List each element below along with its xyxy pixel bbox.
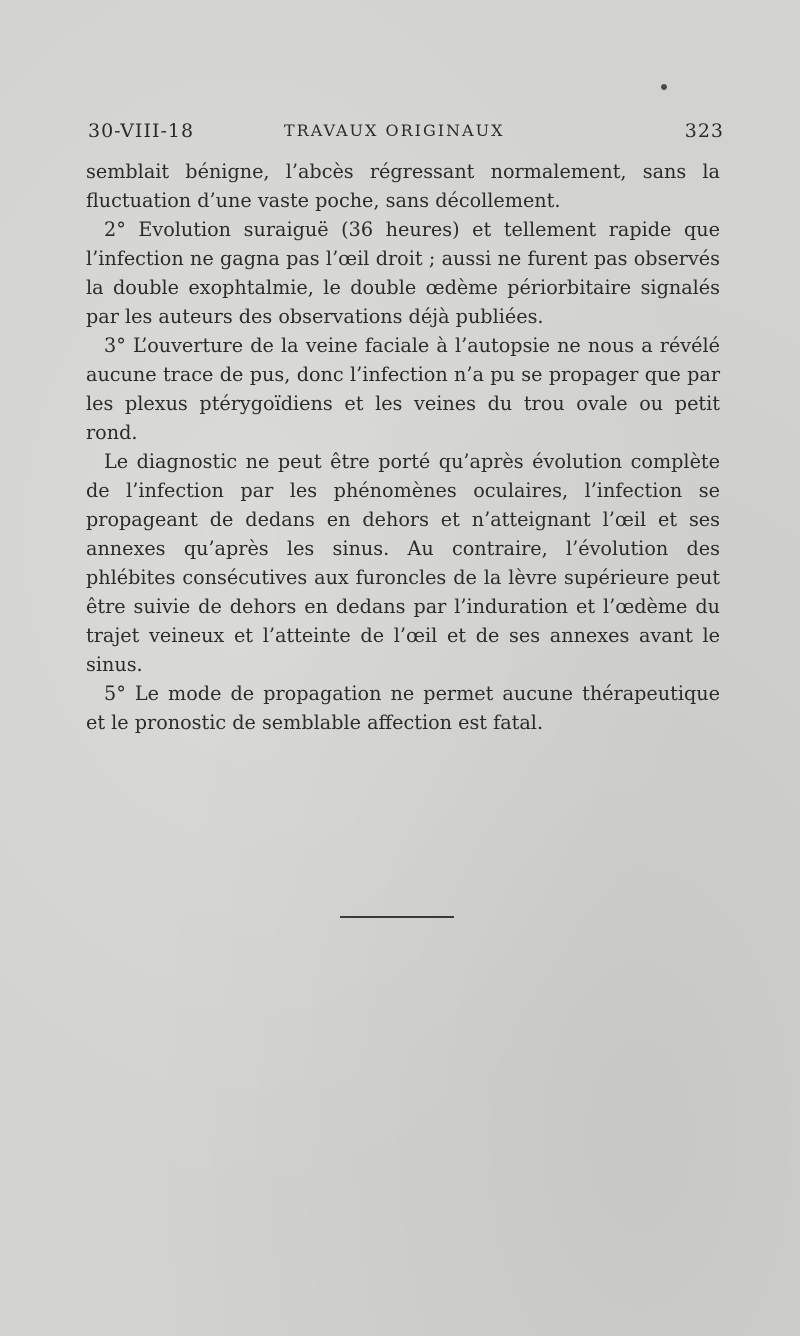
paragraph-continuation: semblait bénigne, l’abcès régressant normalement, sans la fluctuation d’une vaste poche, sans décollement. bbox=[86, 160, 720, 212]
paragraph-point-2: 2° Evolution suraiguë (36 heures) et tellement rapide que l’infection ne gagna pas l’œil droit ; aussi ne furent pas observés la double exophtalmie, le double œdème périorbitaire signalés par les auteurs des observations déjà publiées. bbox=[86, 218, 720, 328]
paragraph-diagnostic: Le diagnostic ne peut être porté qu’après évolution complète de l’infection par les phénomènes oculaires, l’infection se propageant de dedans en dehors et n’atteignant l’œil et ses annexes qu’après les sinus. Au contraire, l’évolution des phlébites consécutives aux furoncles de la lèvre supérieure peut être suivie de dehors en dedans par l’induration et l’œdème du trajet veineux et l’atteinte de l’œil et de ses annexes avant le sinus. bbox=[86, 450, 720, 676]
paragraph-point-3: 3° L’ouverture de la veine faciale à l’autopsie ne nous a révélé aucune trace de pus, donc l’infection n’a pu se propager que par les plexus ptérygoïdiens et les veines du trou ovale ou petit rond. bbox=[86, 334, 720, 444]
issue-date: 30-VIII-18 bbox=[88, 120, 195, 142]
ink-speck bbox=[661, 84, 667, 90]
running-title: TRAVAUX ORIGINAUX bbox=[284, 121, 505, 140]
page-header bbox=[88, 120, 728, 148]
body-text bbox=[86, 157, 720, 737]
paragraph-point-5: 5° Le mode de propagation ne permet aucune thérapeutique et le pronostic de semblable affection est fatal. bbox=[86, 682, 720, 734]
section-end-rule bbox=[340, 916, 454, 918]
page-number: 323 bbox=[684, 120, 724, 142]
